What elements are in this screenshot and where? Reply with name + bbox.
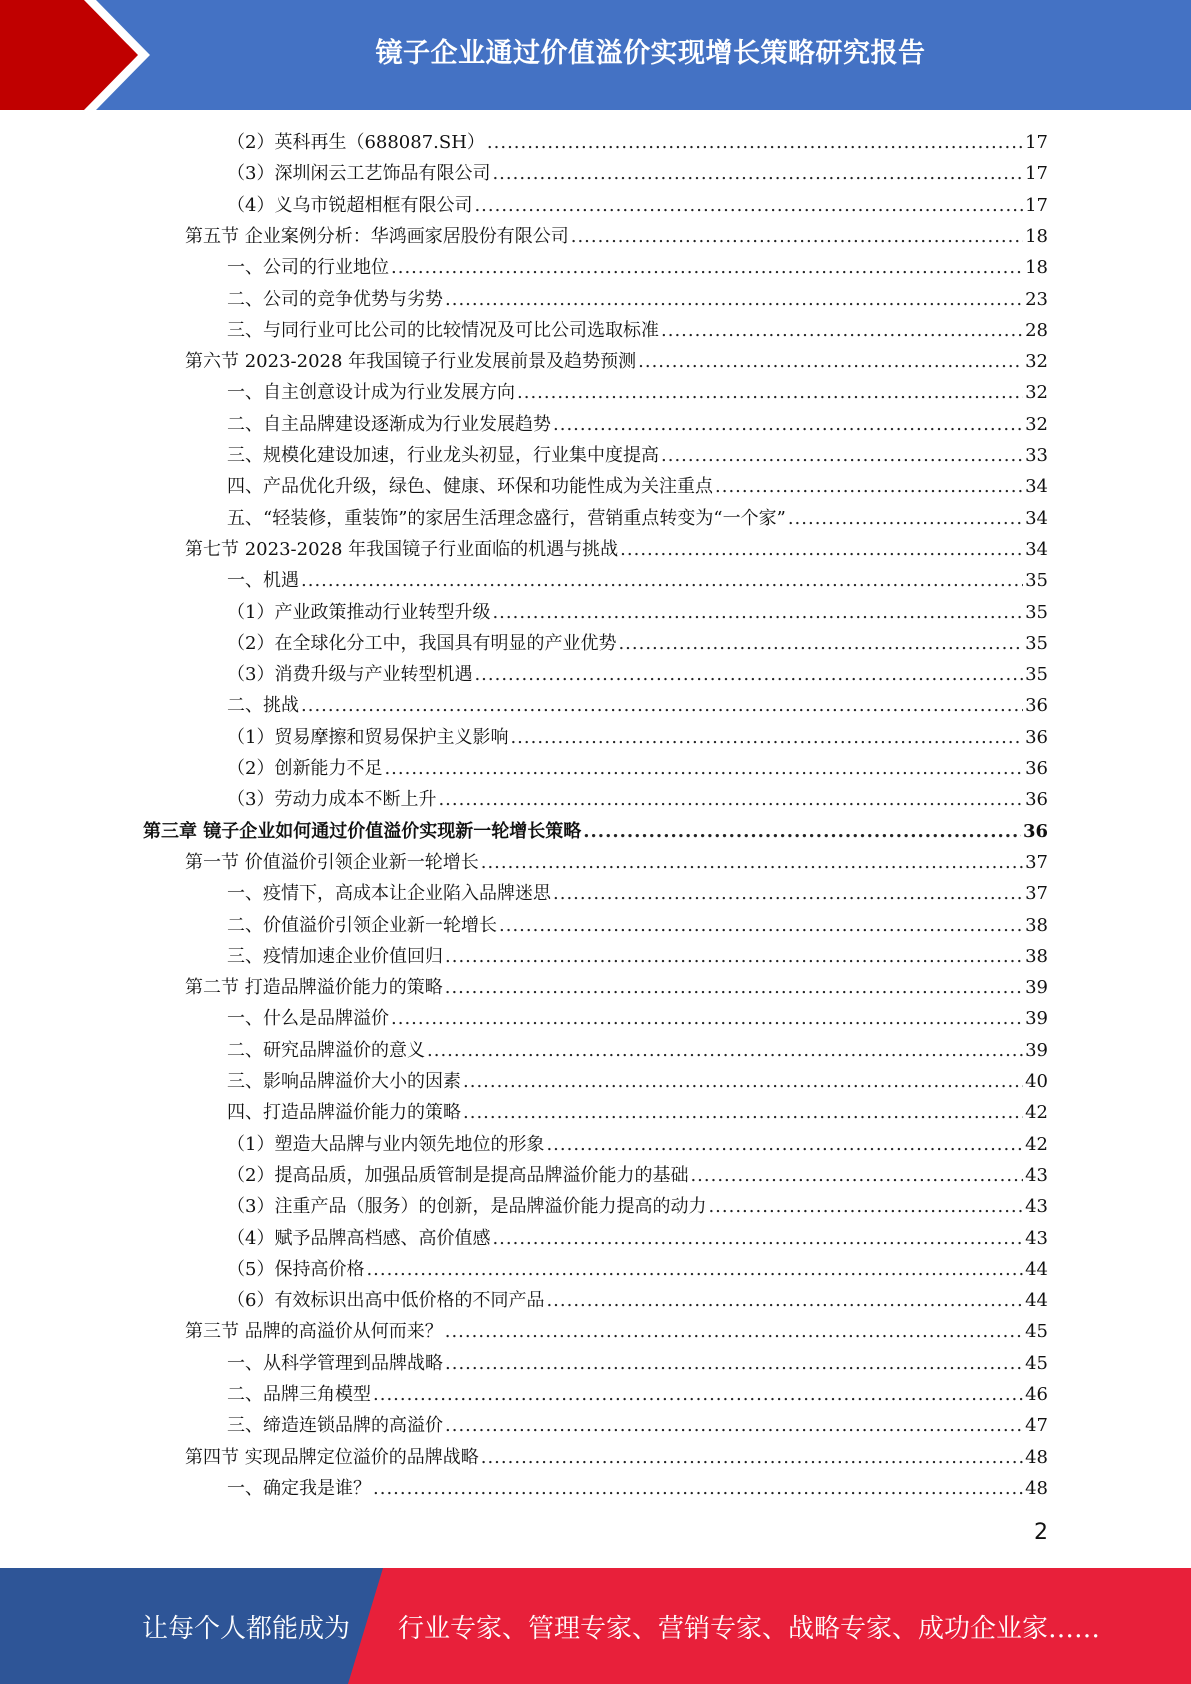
toc-entry-title: 第六节 2023-2028 年我国镜子行业发展前景及趋势预测: [185, 351, 637, 373]
toc-entry-title: 一、公司的行业地位: [227, 257, 389, 279]
toc-entry-title: 二、价值溢价引领企业新一轮增长: [227, 914, 497, 936]
toc-entry-title: 第七节 2023-2028 年我国镜子行业面临的机遇与挑战: [185, 538, 619, 560]
toc-dot-leader: [373, 1380, 1023, 1410]
toc-dot-leader: [661, 441, 1023, 471]
toc-entry-page: 42: [1025, 1133, 1048, 1155]
toc-entry-title: （1）塑造大品牌与业内领先地位的形象: [227, 1133, 545, 1155]
toc-entry-title: 二、研究品牌溢价的意义: [227, 1039, 425, 1061]
toc-dot-leader: [445, 1317, 1023, 1347]
toc-dot-leader: [715, 472, 1023, 502]
toc-dot-leader: [492, 159, 1023, 189]
toc-entry-page: 18: [1025, 225, 1048, 247]
toc-entry-page: 32: [1025, 351, 1048, 373]
toc-entry-title: （4）义乌市锐超相框有限公司: [227, 194, 473, 216]
toc-dot-leader: [373, 1474, 1023, 1504]
toc-entry[interactable]: [185, 535, 1048, 565]
toc-entry-title: 第三章 镜子企业如何通过价值溢价实现新一轮增长策略: [143, 820, 582, 842]
toc-entry-title: 二、品牌三角模型: [227, 1384, 371, 1405]
toc-entry-page: 32: [1025, 382, 1048, 404]
toc-entry-title: 四、产品优化升级，绿色、健康、环保和功能性成为关注重点: [227, 476, 713, 498]
toc-entry-page: 34: [1025, 476, 1048, 498]
toc-entry-page: 17: [1025, 194, 1048, 216]
toc-dot-leader: [481, 1443, 1023, 1473]
toc-entry-page: 43: [1025, 1196, 1048, 1218]
toc-dot-leader: [438, 785, 1023, 815]
toc-entry-title: （3）深圳闲云工艺饰品有限公司: [227, 163, 491, 185]
toc-entry-title: （3）注重产品（服务）的创新，是品牌溢价能力提高的动力: [227, 1196, 707, 1218]
toc-entry-title: 三、与同行业可比公司的比较情况及可比公司选取标准: [227, 319, 659, 341]
toc-entry-title: （3）劳动力成本不断上升: [227, 789, 437, 811]
toc-entry-page: 47: [1025, 1415, 1048, 1437]
toc-entry[interactable]: [227, 504, 1048, 534]
toc-entry[interactable]: [227, 785, 1048, 815]
toc-entry[interactable]: [227, 754, 1048, 784]
footer-slogan-right: 行业专家、管理专家、营销专家、战略专家、成功企业家……: [398, 1613, 1101, 1644]
toc-entry-page: 39: [1025, 1008, 1048, 1030]
toc-entry[interactable]: [227, 1349, 1048, 1379]
toc-dot-leader: [553, 410, 1023, 440]
toc-dot-leader: [788, 504, 1023, 534]
toc-entry-title: （5）保持高价格: [227, 1258, 365, 1280]
toc-entry-title: 一、从科学管理到品牌战略: [227, 1352, 443, 1374]
toc-entry[interactable]: [185, 848, 1048, 878]
toc-entry-title: 二、公司的竞争优势与劣势: [227, 288, 443, 310]
toc-entry[interactable]: [227, 1255, 1048, 1285]
toc-entry-page: 48: [1025, 1446, 1048, 1468]
toc-entry-title: 一、自主创意设计成为行业发展方向: [227, 382, 515, 404]
toc-dot-leader: [474, 191, 1023, 221]
toc-entry-title: 二、挑战: [227, 695, 299, 717]
toc-entry-title: 三、影响品牌溢价大小的因素: [227, 1071, 461, 1092]
toc-entry-title: （2）提高品质，加强品质管制是提高品牌溢价能力的基础: [227, 1164, 689, 1186]
toc-dot-leader: [546, 1286, 1023, 1316]
toc-dot-leader: [481, 848, 1023, 878]
toc-dot-leader: [620, 535, 1023, 565]
report-header: [0, 0, 1191, 110]
toc-entry-page: 35: [1025, 632, 1048, 654]
toc-entry-title: （1）贸易摩擦和贸易保护主义影响: [227, 726, 509, 748]
toc-entry-page: 38: [1025, 914, 1048, 936]
toc-entry-page: 18: [1025, 257, 1048, 279]
toc-entry-page: 35: [1025, 601, 1048, 623]
toc-entry-title: （4）赋予品牌高档感、高价值感: [227, 1227, 491, 1249]
toc-entry[interactable]: [227, 191, 1048, 221]
toc-entry-page: 46: [1025, 1384, 1048, 1405]
toc-entry-title: 四、打造品牌溢价能力的策略: [227, 1102, 461, 1124]
toc-dot-leader: [583, 817, 1021, 847]
toc-entry-page: 34: [1025, 507, 1048, 529]
toc-entry-title: 三、疫情加速企业价值回归: [227, 945, 443, 967]
toc-entry[interactable]: [227, 1380, 1048, 1410]
toc-entry[interactable]: [227, 1411, 1048, 1441]
toc-entry[interactable]: [227, 1004, 1048, 1034]
toc-entry[interactable]: [227, 285, 1048, 315]
toc-entry[interactable]: [227, 159, 1048, 189]
toc-entry-page: 42: [1025, 1102, 1048, 1124]
toc-entry[interactable]: [227, 472, 1048, 502]
toc-entry-page: 37: [1025, 883, 1048, 905]
report-title: 镜子企业通过价值溢价实现增长策略研究报告: [375, 37, 926, 69]
toc-dot-leader: [638, 347, 1023, 377]
toc-dot-leader: [492, 1224, 1023, 1254]
toc-dot-leader: [445, 1349, 1023, 1379]
toc-entry[interactable]: [185, 347, 1048, 377]
toc-entry-title: 一、什么是品牌溢价: [227, 1008, 389, 1030]
toc-dot-leader: [445, 973, 1023, 1003]
toc-entry-page: 23: [1025, 288, 1048, 310]
toc-entry[interactable]: [227, 942, 1048, 972]
toc-entry-page: 44: [1025, 1290, 1048, 1312]
toc-entry[interactable]: [227, 1067, 1048, 1097]
toc-entry[interactable]: [227, 1192, 1048, 1222]
toc-dot-leader: [690, 1161, 1023, 1191]
toc-entry[interactable]: [185, 222, 1048, 252]
toc-dot-leader: [517, 378, 1023, 408]
toc-dot-leader: [487, 128, 1023, 158]
toc-entry[interactable]: [227, 911, 1048, 941]
toc-dot-leader: [492, 598, 1023, 628]
toc-entry-page: 17: [1025, 163, 1048, 185]
toc-entry-page: 45: [1025, 1321, 1048, 1343]
toc-entry-page: 36: [1025, 789, 1048, 811]
toc-entry-page: 44: [1025, 1258, 1048, 1280]
toc-entry-page: 36: [1025, 695, 1048, 717]
toc-dot-leader: [553, 879, 1023, 909]
toc-entry-title: 五、“轻装修，重装饰”的家居生活理念盛行，营销重点转变为“一个家”: [227, 507, 786, 529]
toc-dot-leader: [708, 1192, 1023, 1222]
toc-dot-leader: [301, 566, 1023, 596]
toc-dot-leader: [391, 253, 1023, 283]
toc-entry-title: 第二节 打造品牌溢价能力的策略: [185, 977, 443, 999]
toc-entry-page: 48: [1025, 1477, 1048, 1499]
toc-dot-leader: [510, 723, 1023, 753]
toc-entry-title: 第三节 品牌的高溢价从何而来？: [185, 1321, 443, 1343]
toc-entry[interactable]: [227, 566, 1048, 596]
toc-entry-title: 一、确定我是谁？: [227, 1477, 371, 1499]
toc-dot-leader: [366, 1255, 1023, 1285]
toc-entry-page: 36: [1025, 726, 1048, 748]
toc-entry[interactable]: [227, 1224, 1048, 1254]
toc-dot-leader: [445, 1411, 1023, 1441]
page-number: 2: [1034, 1520, 1048, 1545]
toc-entry[interactable]: [227, 1161, 1048, 1191]
toc-entry-title: （2）创新能力不足: [227, 758, 383, 779]
toc-entry[interactable]: [185, 973, 1048, 1003]
toc-dot-leader: [546, 1130, 1023, 1160]
toc-dot-leader: [474, 660, 1023, 690]
toc-dot-leader: [391, 1004, 1023, 1034]
toc-dot-leader: [445, 285, 1023, 315]
toc-entry-title: 一、疫情下，高成本让企业陷入品牌迷思: [227, 883, 551, 905]
toc-dot-leader: [463, 1067, 1023, 1097]
toc-entry-page: 32: [1025, 413, 1048, 435]
red-arrow-decoration: [0, 0, 160, 110]
toc-entry[interactable]: [227, 1036, 1048, 1066]
toc-entry[interactable]: [227, 1098, 1048, 1128]
toc-entry[interactable]: [227, 378, 1048, 408]
toc-entry[interactable]: [227, 629, 1048, 659]
toc-entry[interactable]: [227, 128, 1048, 158]
toc-entry[interactable]: [185, 1317, 1048, 1347]
toc-entry-title: （3）消费升级与产业转型机遇: [227, 664, 473, 686]
footer-banner: [0, 1568, 1191, 1684]
toc-entry[interactable]: [227, 691, 1048, 721]
toc-dot-leader: [499, 911, 1023, 941]
toc-entry-title: 三、规模化建设加速，行业龙头初显，行业集中度提高: [227, 445, 659, 466]
toc-entry-page: 39: [1025, 1039, 1048, 1061]
toc-dot-leader: [571, 222, 1023, 252]
toc-entry-page: 37: [1025, 851, 1048, 873]
toc-entry[interactable]: [185, 1443, 1048, 1473]
toc-entry[interactable]: [227, 410, 1048, 440]
toc-entry[interactable]: [227, 879, 1048, 909]
toc-entry-page: 36: [1022, 820, 1048, 842]
toc-entry-title: 一、机遇: [227, 570, 299, 592]
toc-entry[interactable]: [227, 1286, 1048, 1316]
toc-entry-page: 45: [1025, 1352, 1048, 1374]
toc-entry-title: 三、缔造连锁品牌的高溢价: [227, 1415, 443, 1437]
toc-entry-title: 第四节 实现品牌定位溢价的品牌战略: [185, 1446, 479, 1468]
toc-entry-page: 33: [1025, 445, 1048, 466]
toc-entry[interactable]: [227, 723, 1048, 753]
toc-dot-leader: [618, 629, 1023, 659]
toc-entry[interactable]: [227, 1130, 1048, 1160]
toc-entry[interactable]: [143, 817, 1048, 847]
footer-slogan-left: 让每个人都能成为: [142, 1613, 351, 1644]
toc-entry-page: 17: [1025, 132, 1048, 153]
toc-entry-title: 第五节 企业案例分析：华鸿画家居股份有限公司: [185, 225, 569, 247]
toc-entry-page: 28: [1025, 319, 1048, 341]
toc-entry-page: 43: [1025, 1164, 1048, 1186]
toc-dot-leader: [463, 1098, 1023, 1128]
toc-entry-page: 39: [1025, 977, 1048, 999]
toc-dot-leader: [445, 942, 1023, 972]
toc-entry[interactable]: [227, 1474, 1048, 1504]
toc-dot-leader: [661, 316, 1023, 346]
toc-entry[interactable]: [227, 316, 1048, 346]
toc-entry-title: （1）产业政策推动行业转型升级: [227, 601, 491, 623]
toc-dot-leader: [301, 691, 1023, 721]
toc-entry-title: （6）有效标识出高中低价格的不同产品: [227, 1290, 545, 1312]
toc-dot-leader: [384, 754, 1023, 784]
toc-entry-title: 二、自主品牌建设逐渐成为行业发展趋势: [227, 413, 551, 435]
toc-entry-title: （2）英科再生（688087.SH）: [227, 132, 485, 153]
toc-entry-page: 40: [1025, 1071, 1048, 1092]
toc-entry-title: （2）在全球化分工中，我国具有明显的产业优势: [227, 632, 617, 654]
toc-entry[interactable]: [227, 441, 1048, 471]
toc-entry-page: 34: [1025, 538, 1048, 560]
toc-entry-title: 第一节 价值溢价引领企业新一轮增长: [185, 851, 479, 873]
toc-entry[interactable]: [227, 660, 1048, 690]
toc-entry-page: 43: [1025, 1227, 1048, 1249]
toc-entry-page: 35: [1025, 664, 1048, 686]
toc-entry[interactable]: [227, 598, 1048, 628]
toc-entry[interactable]: [227, 253, 1048, 283]
toc-entry-page: 36: [1025, 758, 1048, 779]
toc-entry-page: 38: [1025, 945, 1048, 967]
toc-dot-leader: [427, 1036, 1023, 1066]
toc-entry-page: 35: [1025, 570, 1048, 592]
